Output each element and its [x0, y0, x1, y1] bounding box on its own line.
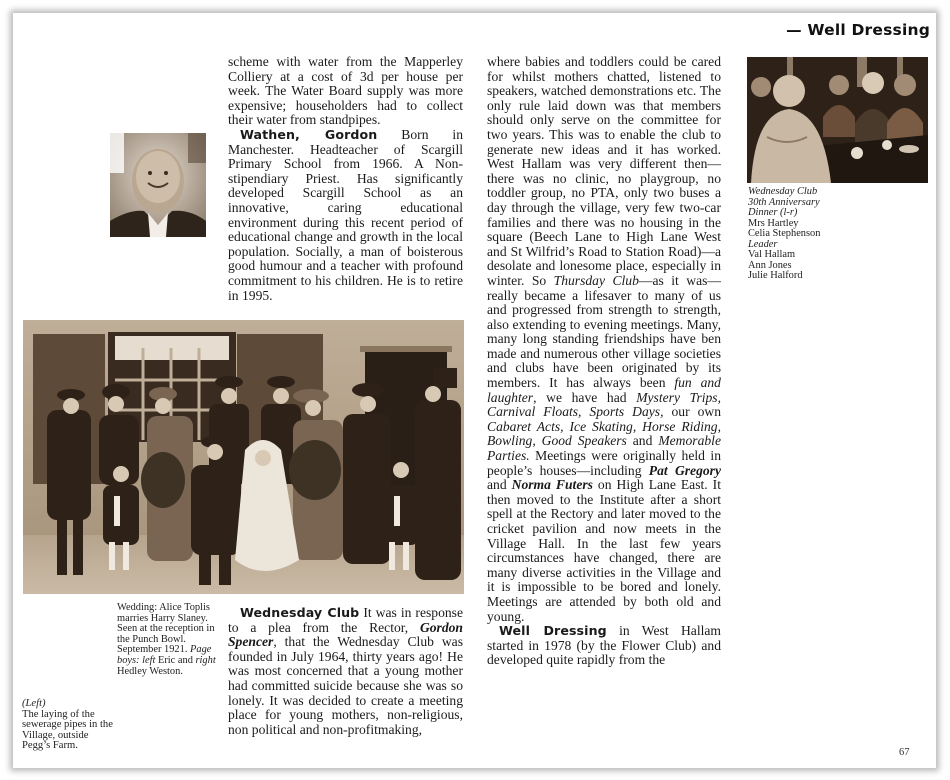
host-norma-futers: Norma Futers	[511, 477, 593, 493]
anniversary-dinner-photo	[747, 57, 928, 183]
caption-name: Celia Stephenson	[748, 228, 821, 239]
wathen-gordon-body: Born in Manchester. Headteacher of Scargill Primary School from 1966. A Non-stipendiary Priest. Has significantly developed Scargill School as an innovative, caring educational environment during this recent period of educational change and growth in the local population. Socially, a man of boisterous good humour and a teacher with profound commitment to his children. He is to retire in 1995.	[228, 126, 463, 303]
text-run: , we have had	[533, 389, 637, 405]
portrait-photo-gordon-wathen	[110, 133, 206, 237]
sewerage-caption	[22, 699, 117, 752]
caption-name: Ann Jones	[748, 259, 792, 271]
column-two	[487, 55, 721, 668]
thursday-club: Thursday Club	[553, 272, 639, 288]
caption-name: Mrs Hartley	[748, 217, 799, 229]
rector-name: Gordon Spencer	[228, 619, 463, 650]
host-pat-gregory: Pat Gregory	[648, 462, 722, 478]
wednesday-club-body-1: It was in response to a plea from the Rector,	[228, 605, 463, 635]
anniversary-image	[747, 57, 928, 183]
text-run: —as it was—really became a lifesaver to many of us and progressed from strength to strength, also extending to evening meetings. Many, many long standing friendships have ben made and numerous other village societies and clubs have been originated by its members. It has always been	[487, 272, 721, 391]
fun-and-laughter: fun and laughter	[487, 375, 721, 405]
text-run: our own	[663, 404, 721, 420]
caption-title-line-1: Wednesday Club	[748, 186, 818, 197]
well-dressing-entry	[487, 624, 721, 668]
memorable-parties: Memorable Parties.	[487, 433, 721, 464]
wathen-gordon-entry	[228, 128, 463, 303]
portrait-image	[110, 133, 206, 237]
book-page	[13, 13, 936, 768]
caption-name: Julie Halford	[748, 270, 803, 281]
wednesday-club-entry	[228, 606, 463, 737]
sewerage-caption-text: The laying of the sewerage pipes in the Village, outside Pegg’s Farm.	[22, 708, 113, 752]
column-one-lower	[228, 606, 463, 737]
text-run: Meetings were originally held in people’s houses—including	[487, 448, 721, 478]
activities-list: Mystery Trips, Carnival Floats, Sports Days,	[487, 389, 721, 420]
well-dressing-body: in West Hallam started in 1978 (by the Flower Club) and developed quite rapidly from the	[487, 623, 721, 668]
anniversary-caption	[748, 187, 918, 282]
wathen-gordon-heading: Wathen, Gordon	[240, 126, 378, 142]
right-label: right	[195, 654, 216, 666]
wednesday-club-heading: Wednesday Club	[240, 605, 360, 620]
text-run: on High Lane East. It then moved to the Institute after a short spell at the Rectory and later moved to the cricket pavilion and now meets in the Village Hall. In the last few years circumstances have changed, there are many diverse activities in the Village and it is impossible to be bored and lonely. Meetings are attended by both old and young.	[487, 477, 721, 624]
wedding-caption	[117, 603, 225, 677]
caption-title-line-3: Dinner (l-r)	[748, 207, 798, 218]
activities-list-2: Cabaret Acts, Ice Skating, Horse Riding, Bowling, Good Speakers	[487, 418, 721, 449]
water-scheme-paragraph: scheme with water from the Mapperley Colliery at a cost of 3d per house per week. The Water Board supply was more expensive; householders had to collect their water from standpipes.	[228, 54, 463, 128]
wedding-photo	[23, 320, 464, 594]
caption-title-line-2: 30th Anniversary	[748, 196, 820, 208]
page-number: 67	[899, 747, 910, 758]
text-run: and	[626, 433, 659, 449]
sewerage-caption-left-label: (Left)	[22, 698, 46, 709]
wedding-caption-text: Wedding: Alice Toplis marries Harry Slaney. Seen at the reception in the Punch Bowl. September 1921.	[117, 602, 215, 656]
text-run: and	[487, 477, 512, 493]
caption-name: Val Hallam	[748, 249, 796, 260]
caption-leader-label: Leader	[748, 238, 778, 250]
wednesday-club-continued	[487, 55, 721, 624]
page-boy-hedley: Hedley Weston.	[117, 665, 183, 677]
page-boys-label: Page boys: left	[117, 644, 212, 666]
column-one-upper	[228, 55, 463, 303]
wedding-image	[23, 320, 464, 594]
wednesday-club-body-2: , that the Wednesday Club was founded in July 1964, thirty years ago! He was most concerned that a young mother had committed suicide because she was so lonely. It was decided to create a meeting place for young mothers, non-religious, non political and non-profitmaking,	[228, 634, 463, 737]
text-run: where babies and toddlers could be cared for whilst mothers chatted, listened to speakers, watched demonstrations etc. The only rule laid down was that members should only serve on the committee for two years. This was to enable the club to generate new ideas and it has worked. West Hallam was very different then—there was no clinic, no playgroup, no toddler group, no PTA, only two buses a day through the village, very few two-car families and there was no housing in the square (Beech Lane to High Lane West and St Wilfrid’s Road to Station Road)—a desolate and lonesome place, especially in winter. So	[487, 54, 721, 288]
well-dressing-heading: Well Dressing	[499, 623, 607, 639]
page-boy-eric: Eric and	[155, 654, 196, 666]
section-header: — Well Dressing	[786, 21, 930, 39]
